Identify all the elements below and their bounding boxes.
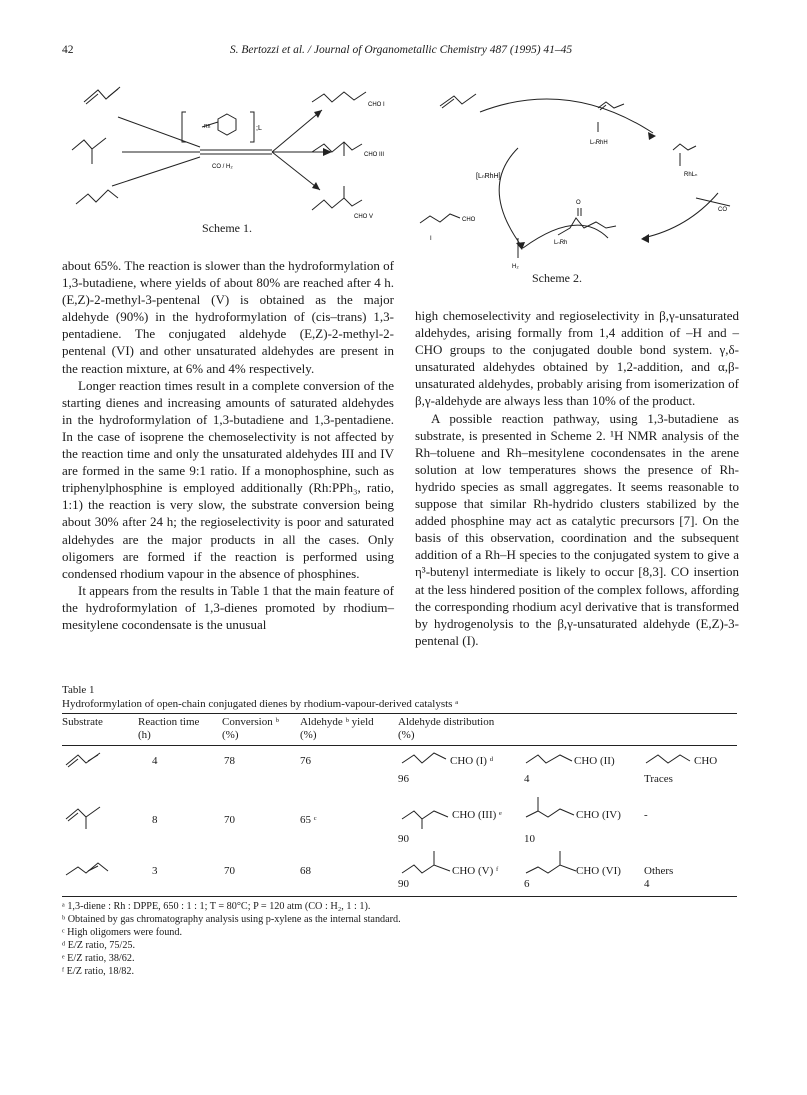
header-conversion-unit: (%) — [222, 729, 239, 741]
footnote-d: ᵈ E/Z ratio, 75/25. — [62, 940, 136, 951]
row-1-product-3-structure — [644, 747, 692, 769]
table-header-rule — [62, 745, 737, 746]
row-3-substrate-structure — [64, 857, 112, 879]
row-2-product-1-structure — [398, 801, 450, 829]
row-3-value-3: 4 — [644, 878, 650, 890]
conditions-label: CO / H₂ — [212, 164, 233, 170]
acyl-rh-label: LₙRh — [554, 240, 568, 246]
scheme-2-caption: Scheme 2. — [532, 271, 582, 285]
scheme-1-caption: Scheme 1. — [202, 221, 252, 235]
header-time-unit: (h) — [138, 729, 151, 741]
page-number: 42 — [62, 44, 74, 56]
row-1-value-1: 96 — [398, 773, 409, 785]
row-1-conversion: 78 — [224, 755, 235, 767]
table-1 — [62, 683, 737, 903]
row-3-product-3: Others — [644, 865, 674, 877]
product-V-structure — [312, 198, 362, 210]
header-distribution — [398, 716, 494, 742]
h2-label: H₂ — [512, 264, 519, 270]
row-2-value-1: 90 — [398, 833, 409, 845]
footnote-e: ᵉ E/Z ratio, 38/62. — [62, 953, 135, 964]
rhln-label: RhLₙ — [684, 172, 698, 178]
pentadiene-structure — [76, 190, 118, 204]
row-1-product-1: CHO (I) ᵈ — [450, 755, 494, 767]
lnrhh-top-label: LₙRhH — [590, 140, 608, 146]
row-2-product-1: CHO (III) ᵉ — [452, 809, 502, 821]
header-substrate: Substrate — [62, 716, 103, 728]
butadiene-structure-s2 — [440, 94, 476, 106]
row-3-value-2: 6 — [524, 878, 530, 890]
header-conversion-label: Conversion ᵇ — [222, 716, 279, 728]
row-1-product-1-structure — [398, 747, 448, 769]
journal-citation: S. Bertozzi et al. / Journal of Organometallic Chemistry 487 (1995) 41–45 — [229, 44, 573, 56]
row-3-yield: 68 — [300, 865, 311, 877]
row-3-conversion: 70 — [224, 865, 235, 877]
table-title: Hydroformylation of open-chain conjugated dienes by rhodium-vapour-derived catalysts ᵃ — [62, 698, 459, 710]
footnote-f: ᶠ E/Z ratio, 18/82. — [62, 966, 135, 977]
header-time — [138, 716, 199, 742]
lnrhh-left-label: [LₙRhH] — [476, 173, 501, 180]
scheme-1-figure — [62, 82, 402, 227]
left-paragraph-2: Longer reaction times result in a complete conversion of the starting dienes and increasing amounts of saturated aldehydes in the hydroformylation of 1,3-butadiene and 1,3-pentadiene. In the case of isoprene the chemoselectivity is not affected by the reaction time and only the unsaturated aldehydes III and IV are formed in the same 9:1 ratio. If a monophosphine, such as triphenylphosphine is employed additionally (Rh:PPh₃, ratio, 1:1) the reaction is very slow, the substrate conversion being about 30% after 24 h; the regioselectivity is poor and saturated aldehydes are the major products in all the cases. Only oligomers are formed if the reaction is performed using condensed rhodium vapour in the absence of phosphines. — [62, 377, 394, 581]
row-3-time: 3 — [152, 865, 158, 877]
header-time-label: Reaction time — [138, 716, 200, 728]
row-2-time: 8 — [152, 814, 158, 826]
table-top-rule — [62, 713, 737, 714]
row-1-substrate-structure — [64, 749, 112, 769]
table-bottom-rule — [62, 896, 737, 897]
product-III-structure — [312, 142, 362, 152]
catalyst-ligand-label: ;L — [256, 125, 262, 132]
header-distribution-unit: (%) — [398, 729, 415, 741]
left-column — [62, 257, 394, 633]
footnote-a: ᵃ 1,3-diene : Rh : DPPE, 650 : 1 : 1; T = 80°C; P = 120 atm (CO : H₂, 1 : 1). — [62, 901, 371, 912]
row-1-value-3: Traces — [644, 773, 673, 785]
product-I-label: CHO I — [368, 102, 385, 108]
row-1-product-3: CHO — [694, 755, 718, 767]
row-3-product-2: CHO (VI) — [576, 865, 621, 877]
footnote-c: ᶜ High oligomers were found. — [62, 927, 183, 938]
header-conversion — [222, 716, 279, 742]
row-2-product-2: CHO (IV) — [576, 809, 621, 821]
row-1-product-2-structure — [524, 747, 574, 769]
row-3-value-1: 90 — [398, 878, 409, 890]
row-3-product-2-structure — [524, 849, 578, 879]
row-1-time: 4 — [152, 755, 158, 767]
row-1-yield: 76 — [300, 755, 311, 767]
scheme-2-figure — [418, 88, 738, 273]
header-yield — [300, 716, 374, 742]
product-III-label: CHO III — [364, 152, 385, 158]
butadiene-structure — [84, 87, 120, 102]
right-column — [415, 307, 739, 649]
product-V-label: CHO V — [354, 214, 374, 220]
isoprene-structure — [72, 140, 92, 164]
row-1-value-2: 4 — [524, 773, 530, 785]
acyl-oxygen-label: O — [576, 200, 581, 206]
header-yield-label: Aldehyde ᵇ yield — [300, 716, 374, 728]
row-1-product-2: CHO (II) — [574, 755, 615, 767]
table-label: Table 1 — [62, 684, 95, 696]
left-paragraph-3: It appears from the results in Table 1 that the main feature of the hydroformylation of 1,3-dienes promoted by rhodium–mesitylene cocondensate is the unusual — [62, 582, 394, 632]
row-2-substrate-structure — [64, 801, 112, 831]
right-paragraph-2: A possible reaction pathway, using 1,3-butadiene as substrate, is presented in Scheme 2. ¹H NMR analysis of the Rh–toluene and Rh–mesitylene cocondensates in the arene solution at low temperatures shows the presence of Rh-hydrido species as small aggregates. It seems reasonable to suppose that similar Rh-hydrido clusters stabilized by the added phosphine may act as catalytic precursors [7]. On the basis of this observation, coordination and the subsequent addition of a Rh–H species to the conjugated system to give a η³-butenyl intermediate is likely to occur [8,3]. CO insertion at the less hindered position of the complex follows, affording the corresponding rhodium acyl derivative that is transformed by hydrogenolysis to the β,γ-unsaturated aldehyde (E,Z)-3-pentenal (I). — [415, 410, 739, 648]
row-2-conversion: 70 — [224, 814, 235, 826]
row-2-product-3: - — [644, 809, 648, 821]
product-I-structure-s2 — [420, 214, 460, 223]
row-3-product-1-structure — [398, 849, 452, 879]
arene-ring — [218, 114, 236, 135]
cho-label: CHO — [462, 217, 476, 223]
footnote-b: ᵇ Obtained by gas chromatography analysis using p-xylene as the internal standard. — [62, 914, 401, 925]
rh-label: Rh — [204, 124, 211, 130]
header-distribution-label: Aldehyde distribution — [398, 716, 495, 728]
header-yield-unit: (%) — [300, 729, 317, 741]
numeral-I-label: I — [430, 236, 432, 242]
product-I-structure — [312, 92, 366, 102]
right-paragraph-1: high chemoselectivity and regioselectivity in β,γ-unsaturated aldehydes, arising formally from 1,4 addition of –H and –CHO groups to the conjugated double bond system. γ,δ-unsaturated aldehydes obtained by 1,2-addition, and α,β-unsaturated aldehydes, probably arising from isomerization of β,γ-aldehyde are always less than 10% of the product. — [415, 308, 739, 409]
co-label: CO — [718, 207, 727, 213]
row-3-product-1: CHO (V) ᶠ — [452, 865, 499, 877]
row-2-yield: 65 ᶜ — [300, 814, 317, 826]
row-2-value-2: 10 — [524, 833, 535, 845]
row-2-product-2-structure — [524, 795, 576, 825]
left-paragraph-1: about 65%. The reaction is slower than the hydroformylation of 1,3-butadiene, where yields of about 80% are reached after 4 h. (E,Z)-2-methyl-3-pentenal (V) is obtained as the major aldehyde (90%) in the hydroformylation of (cis–trans) 1,3-pentadiene. The conjugated aldehyde (E,Z)-2-methyl-2-pentenal (VI) and other unsaturated aldehydes are present in the reaction mixture, at 6% and 4% respectively. — [62, 258, 394, 376]
